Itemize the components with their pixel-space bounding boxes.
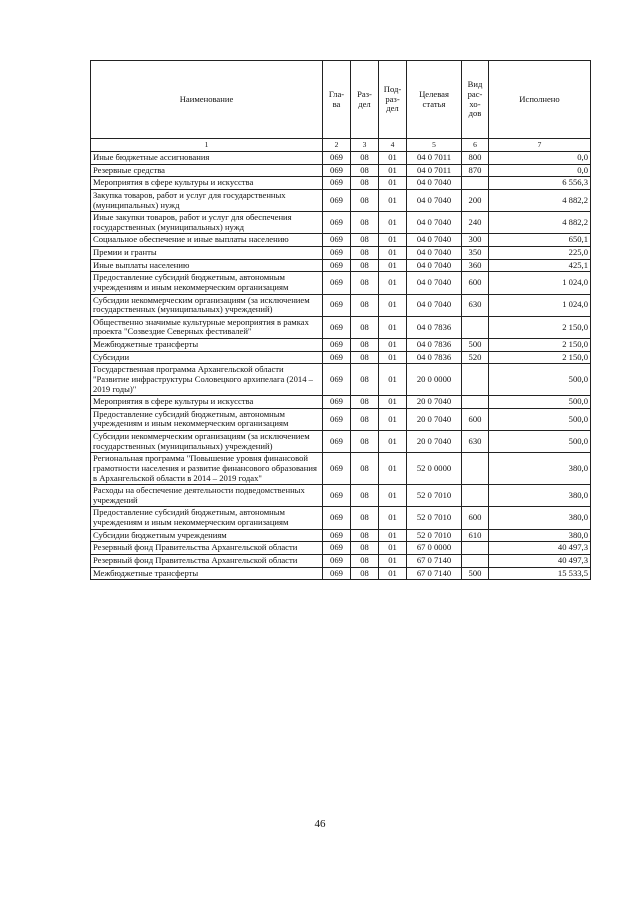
row-razdel: 08 xyxy=(351,485,379,507)
row-vid xyxy=(462,554,489,567)
row-target: 20 0 0000 xyxy=(407,364,462,396)
row-name: Общественно значимые культурные мероприятия в рамках проекта "Созвездие Северных фестивалей" xyxy=(91,316,323,338)
row-name: Иные закупки товаров, работ и услуг для обеспечения государственных (муниципальных) нужд xyxy=(91,212,323,234)
row-podrazdel: 01 xyxy=(379,408,407,430)
row-glava: 069 xyxy=(323,234,351,247)
row-name: Межбюджетные трансферты xyxy=(91,339,323,352)
row-podrazdel: 01 xyxy=(379,212,407,234)
row-name: Иные выплаты населению xyxy=(91,259,323,272)
table-row xyxy=(91,234,591,247)
table-row xyxy=(91,431,591,453)
row-name: Субсидии xyxy=(91,351,323,364)
row-glava: 069 xyxy=(323,177,351,190)
row-glava: 069 xyxy=(323,453,351,485)
table-row xyxy=(91,316,591,338)
table-row xyxy=(91,164,591,177)
row-glava: 069 xyxy=(323,396,351,409)
row-ispolneno: 500,0 xyxy=(489,364,591,396)
row-glava: 069 xyxy=(323,364,351,396)
row-razdel: 08 xyxy=(351,177,379,190)
header-razdel: Раз- дел xyxy=(351,61,379,139)
column-number: 2 xyxy=(323,139,351,152)
row-name: Резервный фонд Правительства Архангельской области xyxy=(91,542,323,555)
table-row xyxy=(91,453,591,485)
row-glava: 069 xyxy=(323,247,351,260)
row-glava: 069 xyxy=(323,294,351,316)
row-ispolneno: 15 533,5 xyxy=(489,567,591,580)
row-podrazdel: 01 xyxy=(379,554,407,567)
row-razdel: 08 xyxy=(351,567,379,580)
row-glava: 069 xyxy=(323,259,351,272)
row-target: 04 0 7040 xyxy=(407,189,462,211)
row-ispolneno: 2 150,0 xyxy=(489,316,591,338)
row-glava: 069 xyxy=(323,272,351,294)
row-name: Предоставление субсидий бюджетным, автономным учреждениям и иным некоммерческим организациям xyxy=(91,272,323,294)
row-vid: 350 xyxy=(462,247,489,260)
row-ispolneno: 40 497,3 xyxy=(489,554,591,567)
row-podrazdel: 01 xyxy=(379,453,407,485)
row-target: 52 0 0000 xyxy=(407,453,462,485)
row-name: Резервный фонд Правительства Архангельской области xyxy=(91,554,323,567)
row-ispolneno: 380,0 xyxy=(489,529,591,542)
table-row xyxy=(91,152,591,165)
row-target: 67 0 7140 xyxy=(407,554,462,567)
row-ispolneno: 1 024,0 xyxy=(489,294,591,316)
row-vid xyxy=(462,453,489,485)
row-vid xyxy=(462,177,489,190)
row-glava: 069 xyxy=(323,485,351,507)
row-vid: 600 xyxy=(462,507,489,529)
row-glava: 069 xyxy=(323,164,351,177)
row-podrazdel: 01 xyxy=(379,234,407,247)
row-ispolneno: 380,0 xyxy=(489,507,591,529)
row-razdel: 08 xyxy=(351,431,379,453)
row-podrazdel: 01 xyxy=(379,164,407,177)
row-name: Мероприятия в сфере культуры и искусства xyxy=(91,177,323,190)
row-target: 04 0 7040 xyxy=(407,212,462,234)
row-name: Мероприятия в сфере культуры и искусства xyxy=(91,396,323,409)
row-ispolneno: 225,0 xyxy=(489,247,591,260)
row-razdel: 08 xyxy=(351,294,379,316)
row-podrazdel: 01 xyxy=(379,189,407,211)
header-ispolneno: Исполнено xyxy=(489,61,591,139)
row-podrazdel: 01 xyxy=(379,396,407,409)
row-ispolneno: 500,0 xyxy=(489,431,591,453)
row-vid: 520 xyxy=(462,351,489,364)
row-name: Предоставление субсидий бюджетным, автономным учреждениям и иным некоммерческим организациям xyxy=(91,408,323,430)
row-ispolneno: 500,0 xyxy=(489,408,591,430)
row-vid: 300 xyxy=(462,234,489,247)
row-vid xyxy=(462,542,489,555)
table-row xyxy=(91,396,591,409)
row-target: 04 0 7040 xyxy=(407,247,462,260)
row-glava: 069 xyxy=(323,507,351,529)
row-vid: 870 xyxy=(462,164,489,177)
row-name: Расходы на обеспечение деятельности подведомственных учреждений xyxy=(91,485,323,507)
row-ispolneno: 4 882,2 xyxy=(489,212,591,234)
column-number: 5 xyxy=(407,139,462,152)
row-podrazdel: 01 xyxy=(379,431,407,453)
row-podrazdel: 01 xyxy=(379,247,407,260)
row-name: Иные бюджетные ассигнования xyxy=(91,152,323,165)
row-ispolneno: 40 497,3 xyxy=(489,542,591,555)
row-target: 52 0 7010 xyxy=(407,485,462,507)
table-row xyxy=(91,189,591,211)
row-target: 04 0 7040 xyxy=(407,272,462,294)
row-razdel: 08 xyxy=(351,212,379,234)
row-name: Закупка товаров, работ и услуг для государственных (муниципальных) нужд xyxy=(91,189,323,211)
row-name: Социальное обеспечение и иные выплаты населению xyxy=(91,234,323,247)
header-row xyxy=(91,61,591,139)
row-podrazdel: 01 xyxy=(379,316,407,338)
row-target: 04 0 7040 xyxy=(407,234,462,247)
row-glava: 069 xyxy=(323,351,351,364)
table-row xyxy=(91,567,591,580)
row-podrazdel: 01 xyxy=(379,259,407,272)
row-name: Субсидии некоммерческим организациям (за исключением государственных (муниципальных) учреждений) xyxy=(91,294,323,316)
row-podrazdel: 01 xyxy=(379,339,407,352)
row-vid: 630 xyxy=(462,294,489,316)
row-vid xyxy=(462,316,489,338)
row-podrazdel: 01 xyxy=(379,272,407,294)
row-vid: 240 xyxy=(462,212,489,234)
row-ispolneno: 380,0 xyxy=(489,485,591,507)
row-razdel: 08 xyxy=(351,507,379,529)
row-vid xyxy=(462,396,489,409)
row-name: Региональная программа "Повышение уровня финансовой грамотности населения и развитие финансового образования в Архангельской области в 2014 – 2019 годах" xyxy=(91,453,323,485)
column-number: 6 xyxy=(462,139,489,152)
row-podrazdel: 01 xyxy=(379,177,407,190)
row-vid xyxy=(462,364,489,396)
table-row xyxy=(91,177,591,190)
table-row xyxy=(91,542,591,555)
row-glava: 069 xyxy=(323,408,351,430)
table-row xyxy=(91,351,591,364)
table-row xyxy=(91,529,591,542)
table-row xyxy=(91,507,591,529)
row-vid: 500 xyxy=(462,339,489,352)
row-razdel: 08 xyxy=(351,316,379,338)
row-vid: 200 xyxy=(462,189,489,211)
row-vid: 360 xyxy=(462,259,489,272)
column-number: 1 xyxy=(91,139,323,152)
row-glava: 069 xyxy=(323,567,351,580)
row-target: 04 0 7040 xyxy=(407,294,462,316)
row-target: 20 0 7040 xyxy=(407,408,462,430)
row-podrazdel: 01 xyxy=(379,294,407,316)
column-number: 4 xyxy=(379,139,407,152)
header-target: Целевая статья xyxy=(407,61,462,139)
row-razdel: 08 xyxy=(351,339,379,352)
column-number: 3 xyxy=(351,139,379,152)
row-ispolneno: 425,1 xyxy=(489,259,591,272)
row-glava: 069 xyxy=(323,189,351,211)
row-ispolneno: 2 150,0 xyxy=(489,351,591,364)
row-razdel: 08 xyxy=(351,529,379,542)
row-target: 20 0 7040 xyxy=(407,396,462,409)
row-name: Субсидии бюджетным учреждениям xyxy=(91,529,323,542)
row-podrazdel: 01 xyxy=(379,542,407,555)
row-glava: 069 xyxy=(323,339,351,352)
row-razdel: 08 xyxy=(351,396,379,409)
row-ispolneno: 380,0 xyxy=(489,453,591,485)
row-glava: 069 xyxy=(323,152,351,165)
row-razdel: 08 xyxy=(351,554,379,567)
row-ispolneno: 0,0 xyxy=(489,164,591,177)
row-razdel: 08 xyxy=(351,272,379,294)
row-ispolneno: 0,0 xyxy=(489,152,591,165)
row-vid: 630 xyxy=(462,431,489,453)
row-target: 67 0 7140 xyxy=(407,567,462,580)
header-podrazdel: Под- раз- дел xyxy=(379,61,407,139)
row-target: 04 0 7011 xyxy=(407,164,462,177)
table-row xyxy=(91,554,591,567)
row-glava: 069 xyxy=(323,542,351,555)
row-target: 04 0 7836 xyxy=(407,351,462,364)
row-razdel: 08 xyxy=(351,542,379,555)
row-name: Предоставление субсидий бюджетным, автономным учреждениям и иным некоммерческим организациям xyxy=(91,507,323,529)
row-name: Государственная программа Архангельской области "Развитие инфраструктуры Соловецкого архипелага (2014 – 2019 годы)" xyxy=(91,364,323,396)
row-podrazdel: 01 xyxy=(379,485,407,507)
page-number: 46 xyxy=(314,818,326,830)
row-ispolneno: 2 150,0 xyxy=(489,339,591,352)
row-razdel: 08 xyxy=(351,164,379,177)
row-target: 67 0 0000 xyxy=(407,542,462,555)
table-row xyxy=(91,247,591,260)
header-glava: Гла- ва xyxy=(323,61,351,139)
row-razdel: 08 xyxy=(351,189,379,211)
row-razdel: 08 xyxy=(351,351,379,364)
row-target: 52 0 7010 xyxy=(407,529,462,542)
row-target: 04 0 7836 xyxy=(407,316,462,338)
row-name: Премии и гранты xyxy=(91,247,323,260)
row-target: 20 0 7040 xyxy=(407,431,462,453)
row-vid: 610 xyxy=(462,529,489,542)
table-row xyxy=(91,212,591,234)
table-row xyxy=(91,259,591,272)
row-razdel: 08 xyxy=(351,247,379,260)
row-podrazdel: 01 xyxy=(379,364,407,396)
row-glava: 069 xyxy=(323,431,351,453)
header-vid: Вид рас- хо- дов xyxy=(462,61,489,139)
row-razdel: 08 xyxy=(351,364,379,396)
column-number-row xyxy=(91,139,591,152)
row-ispolneno: 4 882,2 xyxy=(489,189,591,211)
table-row xyxy=(91,485,591,507)
table-row xyxy=(91,408,591,430)
row-target: 04 0 7011 xyxy=(407,152,462,165)
row-razdel: 08 xyxy=(351,408,379,430)
row-glava: 069 xyxy=(323,316,351,338)
row-podrazdel: 01 xyxy=(379,351,407,364)
row-glava: 069 xyxy=(323,212,351,234)
row-ispolneno: 500,0 xyxy=(489,396,591,409)
row-name: Субсидии некоммерческим организациям (за исключением государственных (муниципальных) учреждений) xyxy=(91,431,323,453)
row-ispolneno: 1 024,0 xyxy=(489,272,591,294)
row-ispolneno: 650,1 xyxy=(489,234,591,247)
row-vid: 500 xyxy=(462,567,489,580)
row-podrazdel: 01 xyxy=(379,529,407,542)
row-vid: 600 xyxy=(462,408,489,430)
row-razdel: 08 xyxy=(351,259,379,272)
row-podrazdel: 01 xyxy=(379,567,407,580)
row-razdel: 08 xyxy=(351,453,379,485)
header-name: Наименование xyxy=(91,61,323,139)
row-target: 04 0 7040 xyxy=(407,259,462,272)
row-razdel: 08 xyxy=(351,152,379,165)
row-name: Межбюджетные трансферты xyxy=(91,567,323,580)
table-body xyxy=(91,152,591,580)
row-podrazdel: 01 xyxy=(379,152,407,165)
row-ispolneno: 6 556,3 xyxy=(489,177,591,190)
row-razdel: 08 xyxy=(351,234,379,247)
table-row xyxy=(91,364,591,396)
row-name: Резервные средства xyxy=(91,164,323,177)
row-glava: 069 xyxy=(323,529,351,542)
row-podrazdel: 01 xyxy=(379,507,407,529)
table-row xyxy=(91,294,591,316)
budget-table xyxy=(90,60,591,580)
row-glava: 069 xyxy=(323,554,351,567)
row-vid: 600 xyxy=(462,272,489,294)
row-target: 04 0 7040 xyxy=(407,177,462,190)
row-vid: 800 xyxy=(462,152,489,165)
row-target: 04 0 7836 xyxy=(407,339,462,352)
row-vid xyxy=(462,485,489,507)
table-row xyxy=(91,339,591,352)
column-number: 7 xyxy=(489,139,591,152)
table-row xyxy=(91,272,591,294)
row-target: 52 0 7010 xyxy=(407,507,462,529)
